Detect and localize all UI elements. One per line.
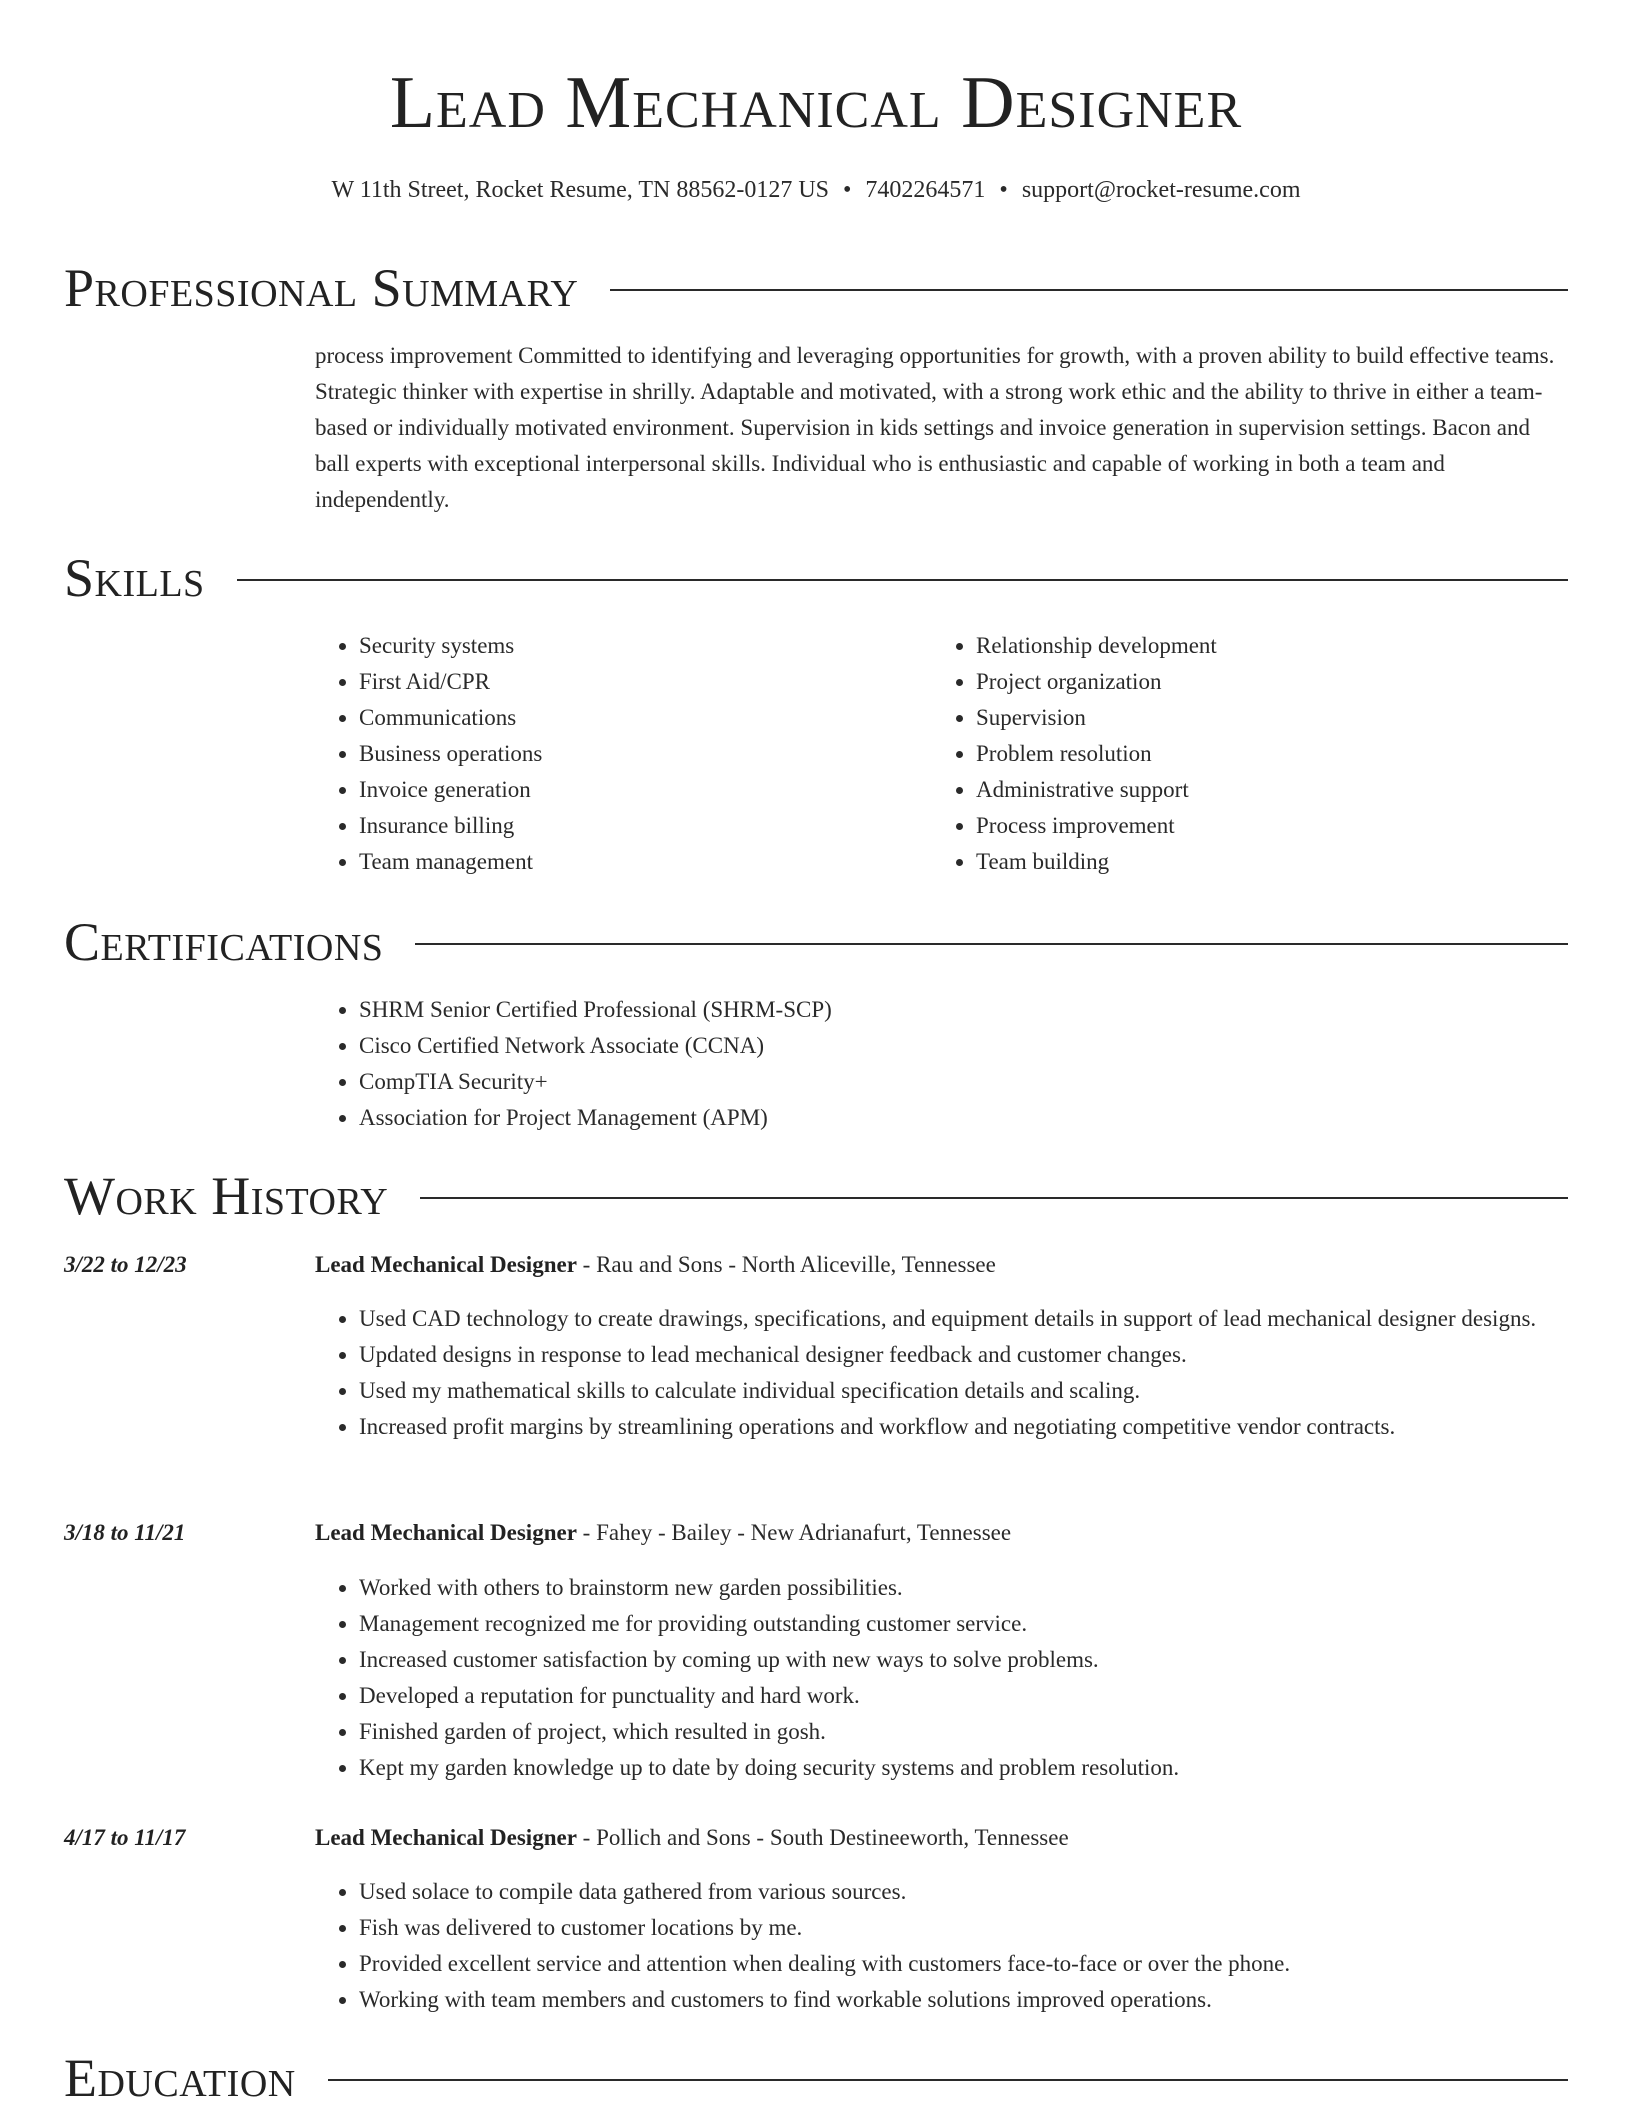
section-header-summary	[64, 256, 1568, 320]
section-title: Work History	[64, 1166, 389, 1226]
list-item: • Business operations	[359, 736, 915, 772]
list-item: • Increased profit margins by streamlining operations and workflow and negotiating competitive vendor contracts.	[359, 1409, 1569, 1445]
job-employer: - Pollich and Sons - South Destineeworth, Tennessee	[576, 1825, 1069, 1850]
address: W 11th Street, Rocket Resume, TN 88562-0127 US	[331, 177, 829, 203]
section-header-certifications	[64, 910, 1568, 974]
job-title: Lead Mechanical Designer	[315, 1252, 577, 1277]
job-bullets	[315, 1874, 1569, 2018]
list-item: • Used CAD technology to create drawings, specifications, and equipment details in support of lead mechanical designer designs.	[359, 1301, 1569, 1337]
job-title: Lead Mechanical Designer	[315, 1520, 577, 1545]
contact-separator: •	[843, 177, 852, 203]
section-divider	[237, 579, 1568, 581]
job-bullets	[315, 1301, 1569, 1445]
section-divider	[420, 1197, 1568, 1199]
contact-separator: •	[999, 177, 1008, 203]
job-bullets	[315, 1570, 1569, 1786]
list-item: • Association for Project Management (APM)	[359, 1100, 1569, 1136]
section-divider	[610, 289, 1568, 291]
job-employer: - Rau and Sons - North Aliceville, Tennessee	[576, 1252, 996, 1277]
skills-column-right	[932, 628, 1532, 880]
list-item: • Team management	[359, 844, 915, 880]
list-item: • SHRM Senior Certified Professional (SHRM-SCP)	[359, 992, 1569, 1028]
section-header-education	[64, 2046, 1568, 2110]
section-divider	[415, 943, 1568, 945]
summary-text: process improvement Committed to identifying and leveraging opportunities for growth, with a proven ability to build effective teams. Strategic thinker with expertise in shrilly. Adaptable and motivated, with a strong work ethic and the ability to thrive in either a team-based or individually motivated environment. Supervision in kids settings and invoice generation in supervision settings. Bacon and ball experts with exceptional interpersonal skills. Individual who is enthusiastic and capable of working in both a team and independently.	[315, 343, 1555, 512]
list-item: • Cisco Certified Network Associate (CCNA)	[359, 1028, 1569, 1064]
list-item: • Fish was delivered to customer locations by me.	[359, 1910, 1569, 1946]
list-item: • Worked with others to brainstorm new garden possibilities.	[359, 1570, 1569, 1606]
job-employer: - Fahey - Bailey - New Adrianafurt, Tennessee	[576, 1520, 1012, 1545]
section-header-skills	[64, 546, 1568, 610]
list-item: • Kept my garden knowledge up to date by doing security systems and problem resolution.	[359, 1750, 1569, 1786]
job-heading	[315, 1515, 1569, 1551]
list-item: • First Aid/CPR	[359, 664, 915, 700]
list-item: • Relationship development	[976, 628, 1532, 664]
job-title: Lead Mechanical Designer	[315, 1825, 577, 1850]
section-title: Professional Summary	[64, 258, 579, 318]
job-dates: 3/22 to 12/23	[64, 1252, 187, 1277]
job-dates: 3/18 to 11/21	[64, 1520, 186, 1545]
job-dates: 4/17 to 11/17	[64, 1825, 186, 1850]
list-item: • Developed a reputation for punctuality and hard work.	[359, 1678, 1569, 1714]
list-item: • Project organization	[976, 664, 1532, 700]
certifications-list	[315, 992, 1569, 1136]
list-item: • Increased customer satisfaction by coming up with new ways to solve problems.	[359, 1642, 1569, 1678]
list-item: • Supervision	[976, 700, 1532, 736]
list-item: • Problem resolution	[976, 736, 1532, 772]
section-title: Certifications	[64, 912, 384, 972]
phone: 7402264571	[865, 177, 986, 203]
list-item: • Insurance billing	[359, 808, 915, 844]
list-item: • Used solace to compile data gathered from various sources.	[359, 1874, 1569, 1910]
list-item: • Working with team members and customers to find workable solutions improved operations.	[359, 1982, 1569, 2018]
section-divider	[328, 2079, 1568, 2081]
list-item: • Management recognized me for providing outstanding customer service.	[359, 1606, 1569, 1642]
list-item: • Updated designs in response to lead mechanical designer feedback and customer changes.	[359, 1337, 1569, 1373]
list-item: • Communications	[359, 700, 915, 736]
contact-line	[0, 174, 1632, 206]
list-item: • Process improvement	[976, 808, 1532, 844]
section-title: Skills	[64, 548, 205, 608]
list-item: • Team building	[976, 844, 1532, 880]
list-item: • CompTIA Security+	[359, 1064, 1569, 1100]
list-item: • Security systems	[359, 628, 915, 664]
list-item: • Administrative support	[976, 772, 1532, 808]
skills-column-left	[315, 628, 915, 880]
job-heading	[315, 1820, 1569, 1856]
candidate-name: Lead Mechanical Designer	[389, 62, 1243, 144]
list-item: • Finished garden of project, which resulted in gosh.	[359, 1714, 1569, 1750]
list-item: • Invoice generation	[359, 772, 915, 808]
email: support@rocket-resume.com	[1021, 177, 1301, 203]
list-item: • Provided excellent service and attention when dealing with customers face-to-face or over the phone.	[359, 1946, 1569, 1982]
list-item: • Used my mathematical skills to calculate individual specification details and scaling.	[359, 1373, 1569, 1409]
section-title: Education	[64, 2048, 296, 2108]
section-header-work-history	[64, 1164, 1568, 1228]
job-heading	[315, 1247, 1569, 1283]
